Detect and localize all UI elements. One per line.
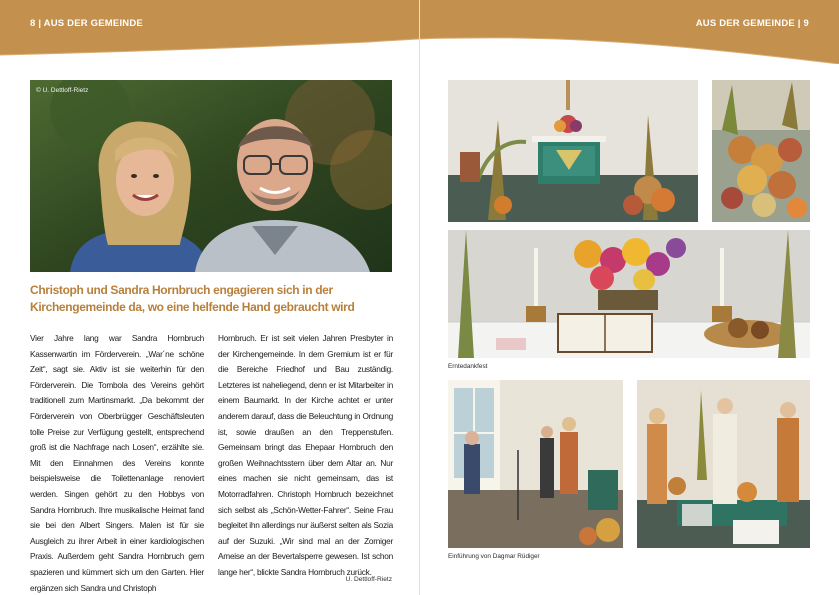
article-column-2 xyxy=(218,331,393,581)
page-header-left: 8 | AUS DER GEMEINDE xyxy=(30,18,143,29)
caption-harvest: Erntedankfest xyxy=(448,363,488,370)
page-header-right: AUS DER GEMEINDE | 9 xyxy=(695,18,809,29)
article-author: U. Dettloff-Rietz xyxy=(345,576,392,583)
intro-service-photo xyxy=(448,380,623,548)
article-column-1 xyxy=(30,331,204,595)
caption-intro: Einführung von Dagmar Rüdiger xyxy=(448,553,540,560)
article-headline: Christoph und Sandra Hornbruch engagieren sich in der Kirchengemeinde da, wo eine helfende Hand gebraucht wird xyxy=(30,283,355,314)
altar-photo xyxy=(448,80,698,222)
photo-credit: © U. Dettloff-Rietz xyxy=(36,87,89,94)
column-1-paragraph: Vier Jahre lang war Sandra Hornbruch Kassenwartin im Förderverein. „War´ne schöne Zeit“, sagt sie. Aktiv ist sie weiterhin für den Förderverein. Die Tombola des Vereins gehört traditionell zum Martinsmarkt. „Da bekommt der Förderverein von Oberbrügger Geschäftsleuten tolle Preise zur Verfügung gestellt, entsprechend groß ist die Nachfrage nach Losen“, erzählte sie. Mit den Einnahmen des Vereins konnte beispielsweise die Toilettenanlage renoviert werden. Singen gehört zu den Hobbys von Sandra Hornbruch. Ihre musikalische Heimat fand sie bei den Albert Singers. Malen ist für sie Ausgleich zu ihrer Arbeit in einer kardiologischen Praxis. Außerdem geht Sandra Hornbruch gern spazieren und kümmert sich um den Garten. Hier ergänzen sich Sandra und Christoph xyxy=(30,333,204,593)
intro-service-photo-2 xyxy=(637,380,810,548)
harvest-display-photo xyxy=(712,80,810,222)
column-2-paragraph: Hornbruch. Er ist seit vielen Jahren Presbyter in der Kirchengemeinde. In dem Gremium ist er für die Bereiche Friedhof und Bau zuständig. Letzteres ist naheliegend, denn er ist Mitarbeiter in einem Baumarkt. In der Kirche achtet er unter anderem darauf, dass die Beleuchtung in Ordnung ist, sowie draußen an den Treppenstufen. Gemeinsam bringt das Ehepaar Hornbruch den großen Weihnachtsstern über dem Altar an. Nur eines machen sie nicht gemeinsam, das ist Motorradfahren. Christoph Hornbruch bezeichnet sich selbst als „Schön-Wetter-Fahrer“. Seine Frau begleitet ihn allerdings nur äußerst selten als Sozia auf der Suzuki. „Wir sind mal an der Zorniger Ameise an der Bevertalsperre gewesen. Ist schon lange her“, blickte Sandra Hornbruch zurück. xyxy=(218,333,393,577)
portrait-photo xyxy=(30,80,392,272)
page-spine xyxy=(419,0,420,595)
altar-detail-photo xyxy=(448,230,810,358)
